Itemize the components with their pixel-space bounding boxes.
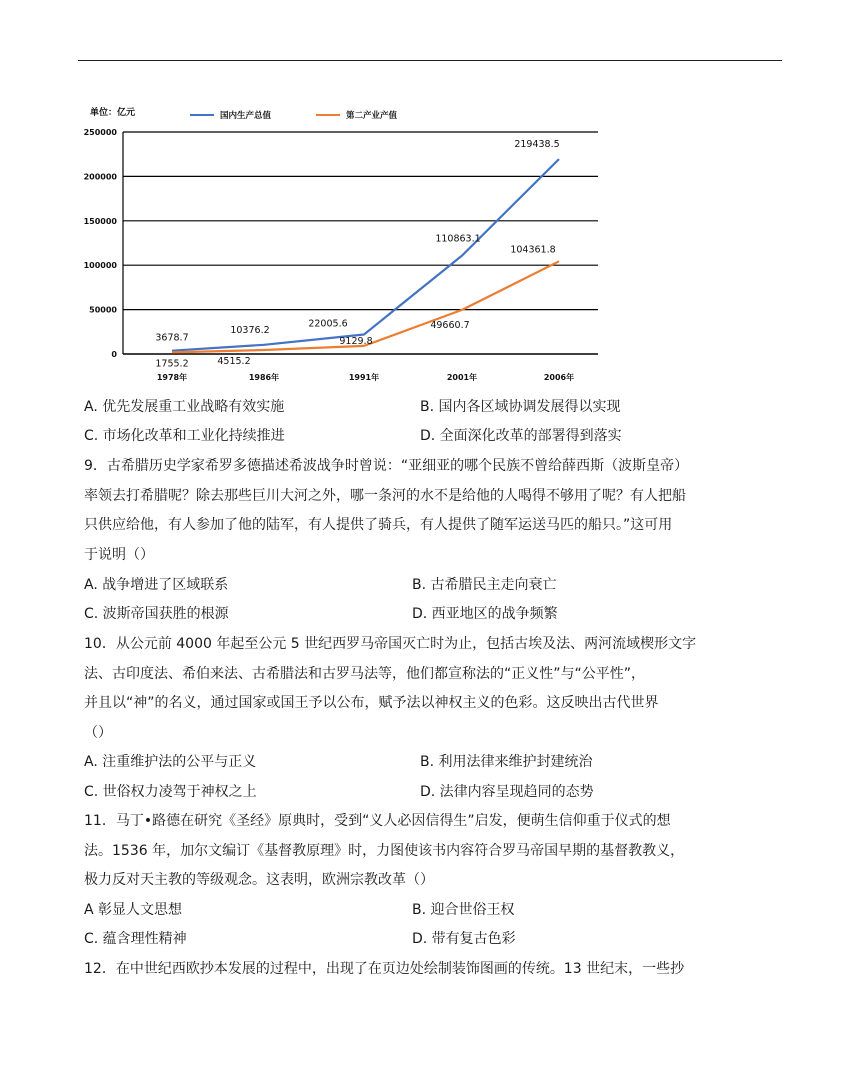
q9-stem xyxy=(84,452,764,570)
q11-option-b[interactable]: B. 迎合世俗王权 xyxy=(412,902,515,918)
q9-line: 9．古希腊历史学家希罗多德描述希波战争时曾说：“亚细亚的哪个民族不曾给薛西斯（波斯皇帝） xyxy=(84,458,689,474)
q9-line: 于说明（） xyxy=(84,546,154,563)
q11-stem xyxy=(84,807,764,896)
y-tick-label: 100000 xyxy=(83,261,117,271)
data-label-gdp: 3678.7 xyxy=(155,332,189,344)
data-label-gdp: 219438.5 xyxy=(514,139,560,151)
x-tick-label: 1991年 xyxy=(348,373,380,382)
chart-unit-label: 单位：亿元 xyxy=(90,108,136,118)
q11-option-a[interactable]: A 彰显人文思想 xyxy=(84,902,183,918)
q11-option-d[interactable]: D. 带有复古色彩 xyxy=(412,931,516,947)
q11-line: 极力反对天主教的等级观念。这表明，欧洲宗教改革（） xyxy=(84,872,434,888)
q12-line: 12．在中世纪西欧抄本发展的过程中，出现了在页边处绘制装饰图画的传统。13 世纪末，一些抄 xyxy=(84,961,685,977)
legend-label: 国内生产总值 xyxy=(220,111,272,121)
data-label-secondary: 104361.8 xyxy=(510,244,556,256)
data-label-gdp: 22005.6 xyxy=(308,318,348,330)
q8-option-d[interactable]: D. 全面深化改革的部署得到落实 xyxy=(420,428,622,444)
gdp-line-chart xyxy=(78,98,598,388)
q9-option-d[interactable]: D. 西亚地区的战争频繁 xyxy=(412,606,558,622)
x-tick-label: 2006年 xyxy=(543,373,575,382)
legend-label: 第二产业产值 xyxy=(346,111,398,121)
chart-svg xyxy=(78,98,598,388)
q10-option-c[interactable]: C. 世俗权力凌驾于神权之上 xyxy=(84,784,257,800)
series-line-1 xyxy=(172,159,559,351)
data-label-gdp: 110863.1 xyxy=(435,233,481,245)
y-tick-label: 0 xyxy=(111,350,117,359)
x-tick-label: 1986年 xyxy=(248,373,280,382)
q8-option-a[interactable]: A. 优先发展重工业战略有效实施 xyxy=(84,399,285,415)
q10-line: 10．从公元前 4000 年起至公元 5 世纪西罗马帝国灭亡时为止，包括古埃及法、两河流域楔形文字 xyxy=(84,636,697,652)
q10-option-a[interactable]: A. 注重维护法的公平与正义 xyxy=(84,754,257,770)
q9-line: 率领去打希腊呢？除去那些巨川大河之外，哪一条河的水不是给他的人喝得不够用了呢？有人把船 xyxy=(84,487,686,504)
q8-option-c[interactable]: C. 市场化改革和工业化持续推进 xyxy=(84,428,285,444)
q11-option-c[interactable]: C. 蕴含理性精神 xyxy=(84,931,187,947)
q10-line: 法、古印度法、希伯来法、古希腊法和古罗马法等，他们都宣称法的“正义性”与“公平性”， xyxy=(84,665,646,682)
q9-option-b[interactable]: B. 古希腊民主走向衰亡 xyxy=(412,577,557,593)
x-tick-label: 1978年 xyxy=(156,373,188,382)
data-label-secondary: 9129.8 xyxy=(339,335,373,347)
y-tick-label: 50000 xyxy=(89,305,117,315)
q11-line: 11．马丁•路德在研究《圣经》原典时，受到“义人必因信得生”启发，便萌生信仰重于仪式的想 xyxy=(84,813,671,829)
y-tick-label: 150000 xyxy=(83,216,117,226)
x-tick-label: 2001年 xyxy=(446,373,478,382)
y-tick-label: 250000 xyxy=(83,128,117,137)
data-label-secondary: 49660.7 xyxy=(430,319,470,331)
q10-option-b[interactable]: B. 利用法律来维护封建统治 xyxy=(420,754,593,770)
header-rule xyxy=(78,60,782,61)
q9-line: 只供应给他，有人参加了他的陆军，有人提供了骑兵，有人提供了随军运送马匹的船只。”这可用 xyxy=(84,517,673,533)
q8-option-b[interactable]: B. 国内各区域协调发展得以实现 xyxy=(420,399,621,415)
q10-line: 并且以“神”的名义，通过国家或国王予以公布，赋予法以神权主义的色彩。这反映出古代世界 xyxy=(84,695,659,711)
q10-stem xyxy=(84,630,764,748)
y-tick-label: 200000 xyxy=(83,172,117,182)
q12-stem xyxy=(84,955,764,985)
q11-line: 法。1536 年，加尔文编订《基督教原理》时，力图使该书内容符合罗马帝国早期的基督教教义， xyxy=(84,842,685,859)
q10-line: （） xyxy=(84,724,112,741)
data-label-secondary: 1755.2 xyxy=(155,358,189,370)
q9-option-c[interactable]: C. 波斯帝国获胜的根源 xyxy=(84,606,229,622)
data-label-gdp: 10376.2 xyxy=(230,324,270,336)
q10-option-d[interactable]: D. 法律内容呈现趋同的态势 xyxy=(420,784,594,800)
q9-option-a[interactable]: A. 战争增进了区域联系 xyxy=(84,577,229,593)
data-label-secondary: 4515.2 xyxy=(217,355,251,367)
